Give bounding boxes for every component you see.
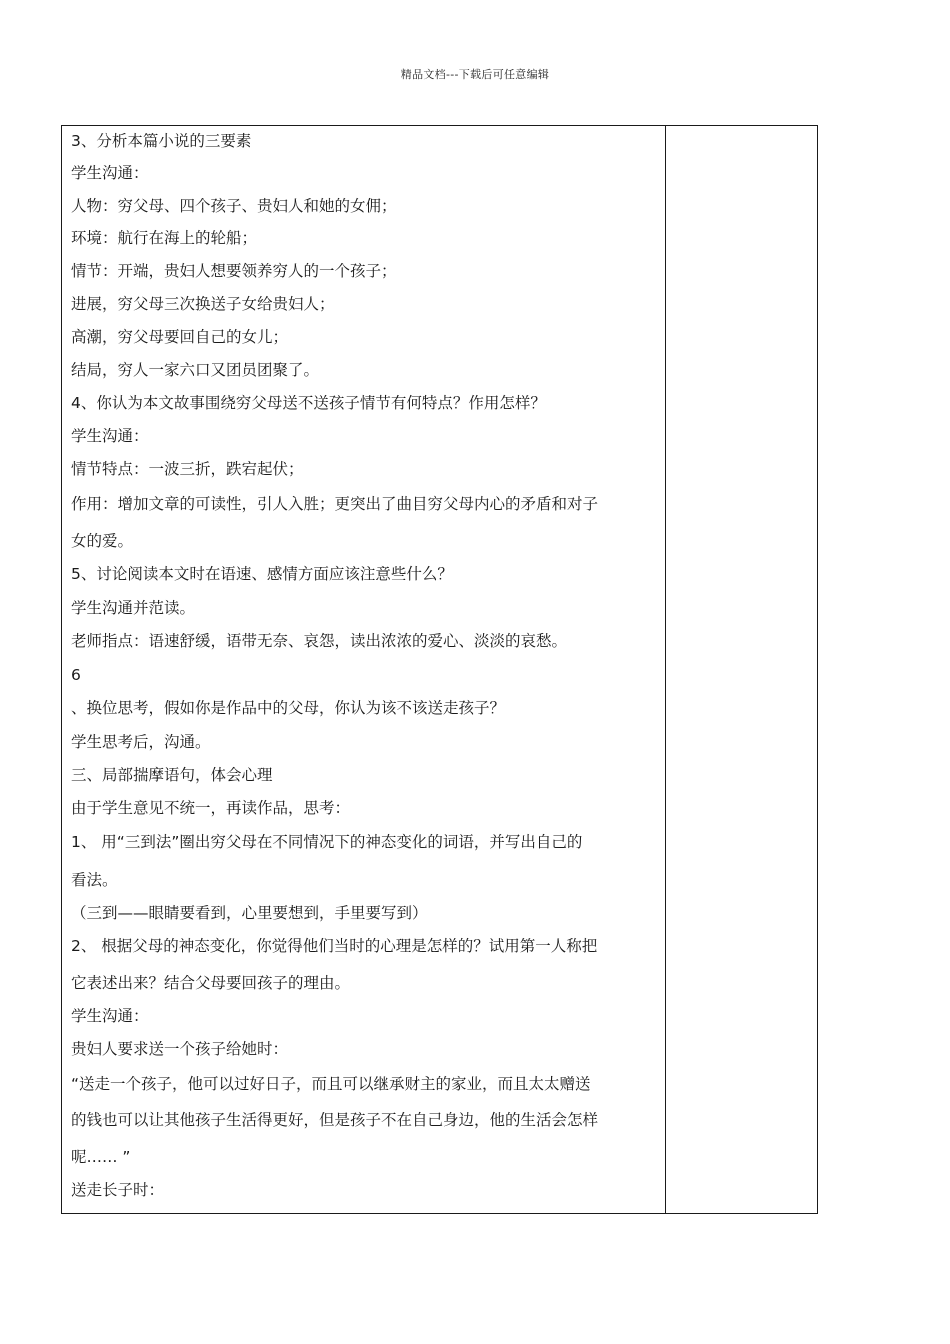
text-line: 5、讨论阅读本文时在语速、感情方面应该注意些什么？ bbox=[71, 565, 453, 583]
text-line: 女的爱。 bbox=[71, 532, 134, 550]
text-line: 、换位思考，假如你是作品中的父母，你认为该不该送走孩子？ bbox=[71, 699, 506, 717]
text-line: 送走长子时： bbox=[71, 1181, 165, 1199]
text-line: 进展，穷父母三次换送子女给贵妇人； bbox=[71, 295, 335, 313]
text-line: （三到——眼睛要看到，心里要想到，手里要写到） bbox=[71, 904, 428, 922]
text-line: 2、 根据父母的神态变化，你觉得他们当时的心理是怎样的？试用第一人称把 bbox=[71, 937, 598, 955]
text-line: 环境：航行在海上的轮船； bbox=[71, 229, 258, 247]
text-line: 高潮，穷父母要回自己的女儿； bbox=[71, 328, 289, 346]
text-line: 3、分析本篇小说的三要素 bbox=[71, 132, 252, 150]
text-line: 人物：穷父母、四个孩子、贵妇人和她的女佣； bbox=[71, 197, 397, 215]
text-line: 老师指点：语速舒缓，语带无奈、哀怨，读出浓浓的爱心、淡淡的哀愁。 bbox=[71, 632, 568, 650]
text-line: 三、局部揣摩语句，体会心理 bbox=[71, 766, 273, 784]
text-line: 情节：开端，贵妇人想要领养穷人的一个孩子； bbox=[71, 262, 397, 280]
text-line: 呢…… ” bbox=[71, 1148, 131, 1166]
text-line: 的钱也可以让其他孩子生活得更好，但是孩子不在自己身边，他的生活会怎样 bbox=[71, 1111, 599, 1129]
text-line: 作用：增加文章的可读性，引人入胜；更突出了曲目穷父母内心的矛盾和对子 bbox=[71, 495, 599, 513]
text-line: 学生沟通并范读。 bbox=[71, 599, 196, 617]
text-line: 6 bbox=[71, 666, 81, 684]
text-line: 学生沟通： bbox=[71, 1007, 149, 1025]
text-line: 结局，穷人一家六口又团员团聚了。 bbox=[71, 361, 320, 379]
text-line: 学生思考后，沟通。 bbox=[71, 733, 211, 751]
text-line: 它表述出来？结合父母要回孩子的理由。 bbox=[71, 974, 351, 992]
text-line: 学生沟通： bbox=[71, 427, 149, 445]
text-line: 1、 用“三到法”圈出穷父母在不同情况下的神态变化的词语，并写出自己的 bbox=[71, 833, 583, 851]
lesson-table bbox=[61, 125, 818, 1214]
text-line: 4、你认为本文故事围绕穷父母送不送孩子情节有何特点？作用怎样？ bbox=[71, 394, 546, 412]
text-line: 看法。 bbox=[71, 871, 118, 889]
text-line: 情节特点：一波三折，跌宕起伏； bbox=[71, 460, 304, 478]
column-divider bbox=[665, 126, 666, 1213]
text-line: 学生沟通： bbox=[71, 164, 149, 182]
page-header: 精品文档---下载后可任意编辑 bbox=[400, 68, 550, 81]
text-line: 贵妇人要求送一个孩子给她时： bbox=[71, 1040, 289, 1058]
text-line: “送走一个孩子，他可以过好日子，而且可以继承财主的家业，而且太太赠送 bbox=[71, 1075, 591, 1093]
text-line: 由于学生意见不统一，再读作品，思考： bbox=[71, 799, 351, 817]
